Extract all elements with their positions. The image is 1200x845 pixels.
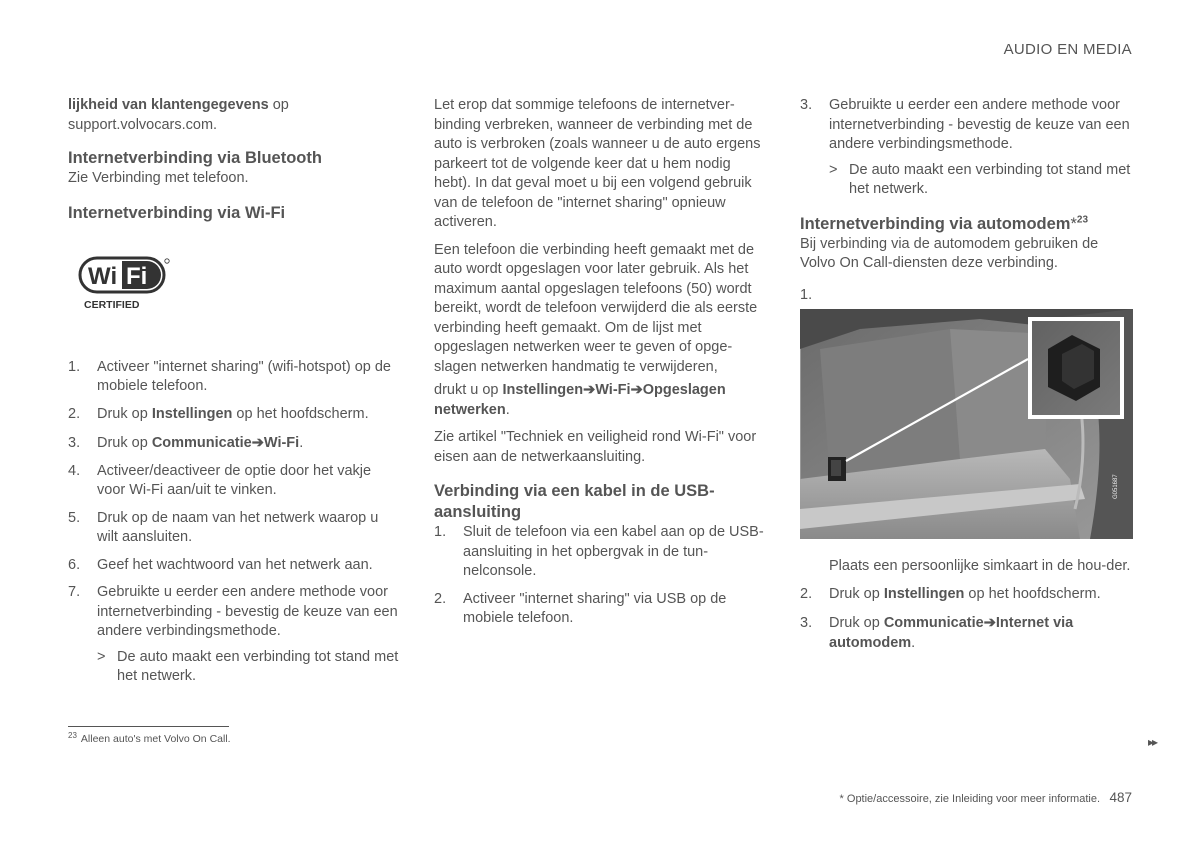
- arrow-right-icon: ➔: [583, 382, 596, 398]
- menu-wifi: Wi-Fi: [595, 382, 631, 398]
- step-text: Gebruikte u eerder een andere methode voor internetverbinding - bevestig de keuze van een andere verbindingsmethode.: [829, 97, 1130, 152]
- step-text: Druk op: [829, 585, 884, 602]
- result-marker: >: [97, 648, 106, 665]
- arrow-right-icon: ➔: [983, 615, 996, 631]
- result-marker: >: [829, 161, 838, 178]
- step-text: Activeer "internet sharing" (wifi-hotspot) op de mobiele telefoon.: [97, 358, 391, 394]
- support-url: support.volvocars.com.: [68, 116, 218, 133]
- wifi-logo-graphic: [78, 256, 178, 316]
- step-number: 7.: [68, 584, 81, 600]
- automodem-step-1-number: 1.: [800, 286, 813, 303]
- step-text: Activeer/deactiveer de optie door het vakje voor Wi-Fi aan/uit te vinken.: [97, 462, 372, 498]
- result-text: De auto maakt een verbinding tot stand met het netwerk.: [849, 161, 1131, 197]
- footnote-number: 23: [68, 730, 77, 740]
- step-number: 6.: [68, 556, 81, 573]
- step-number: 3.: [800, 97, 813, 113]
- sim-holder-illustration: [800, 309, 1133, 539]
- wifi-certified-logo: [78, 256, 178, 316]
- menu-communicatie: Communicatie: [883, 615, 984, 631]
- step-number: 2.: [800, 585, 813, 602]
- result-text: De auto maakt een verbinding tot stand met het netwerk.: [117, 648, 399, 684]
- wifi-step-5: [68, 509, 403, 548]
- column-middle: [434, 96, 769, 637]
- column-right: [800, 96, 1135, 661]
- usb-step-2: [434, 590, 769, 629]
- step-number: 2.: [434, 590, 447, 607]
- bluetooth-text: Zie Verbinding met telefoon.: [68, 170, 249, 186]
- step-number: 3.: [800, 615, 813, 631]
- automodem-step-3: [800, 614, 1135, 653]
- footnote-ref: 23: [1076, 214, 1089, 225]
- menu-instellingen: Instellingen: [151, 405, 233, 422]
- menu-communicatie: Communicatie: [151, 435, 252, 451]
- wifi-step-1: [68, 358, 403, 397]
- heading-text: Internetverbinding via automodem: [800, 214, 1071, 233]
- path-text: .: [505, 401, 510, 418]
- arrow-right-icon: ➔: [251, 435, 264, 451]
- step-text: Geef het wachtwoord van het netwerk aan.: [97, 556, 373, 573]
- wifi-steps: [68, 358, 403, 687]
- step-text: .: [911, 634, 916, 651]
- wifi-step-6: [68, 556, 403, 576]
- footnote: [68, 732, 231, 746]
- privacy-link-text: lijkheid van klantengegevens: [68, 97, 269, 113]
- wifi-logo-wi: Wi: [88, 262, 118, 290]
- step-text: op het hoofdscherm.: [964, 585, 1101, 602]
- arrow-right-icon: ➔: [630, 382, 643, 398]
- usb-heading: Verbinding via een kabel in de USB-aansluiting: [434, 482, 715, 521]
- wifi-step-7: [68, 583, 403, 642]
- step-number: 5.: [68, 509, 81, 526]
- usb-steps: [434, 523, 769, 629]
- bluetooth-heading: Internetverbinding via Bluetooth: [68, 149, 322, 167]
- step-number: 1.: [68, 358, 81, 375]
- step-text: Gebruikte u eerder een andere methode voor internetverbinding - bevestig de keuze van een andere verbindingsmethode.: [97, 584, 398, 639]
- image-code: G051687: [1113, 474, 1119, 499]
- step-number: 1.: [434, 524, 447, 540]
- step-text: op het hoofdscherm.: [232, 405, 369, 422]
- step-number: 2.: [68, 405, 81, 422]
- wifi-article-reference: Zie artikel "Techniek en veiligheid rond Wi-Fi" voor eisen aan de netwerkaansluiting.: [434, 429, 757, 465]
- wifi-heading: Internetverbinding via Wi-Fi: [68, 203, 286, 222]
- step-text: Druk op: [97, 405, 152, 422]
- menu-instellingen: Instellingen: [502, 382, 584, 398]
- step-text: Activeer "internet sharing" via USB op de mobiele telefoon.: [463, 590, 727, 626]
- automodem-text: Bij verbinding via de automodem gebruiken de Volvo On Call-diensten deze verbinding.: [800, 235, 1099, 271]
- menu-instellingen: Instellingen: [883, 585, 965, 602]
- wifi-step-4: [68, 462, 403, 501]
- stored-phones-paragraph: Een telefoon die verbinding heeft gemaakt met de auto wordt opgeslagen voor later gebruik. Als het maximum aantal opgeslagen telefoons (50) wordt bereikt, wordt de telefoon verwijderd die als eerste verbinding heeft gemaakt. Om de lijst met opgeslagen netwerken weer te geven of opge-slagen netwerken handmatig te verwijderen,: [434, 241, 758, 375]
- step-text: Druk op: [829, 615, 884, 631]
- usb-step-1: [434, 523, 769, 582]
- menu-internet-via-automodem: Internet via automodem: [829, 615, 1074, 651]
- wifi-step-3: [68, 434, 403, 454]
- wifi-logo-certified: CERTIFIED: [84, 298, 140, 311]
- section-header: AUDIO EN MEDIA: [1003, 41, 1132, 58]
- wifi-logo-fi: Fi: [126, 262, 148, 290]
- step-text: Sluit de telefoon via een kabel aan op de USB-aansluiting in het opbergvak in de tun-nelconsole.: [463, 524, 764, 579]
- continue-marker-icon: ▸▸: [1148, 735, 1157, 749]
- step-text: .: [299, 435, 304, 451]
- automodem-heading: [800, 214, 1135, 235]
- footnote-divider: [68, 726, 229, 727]
- footnote-text: Alleen auto's met Volvo On Call.: [80, 733, 231, 745]
- stored-networks-path: [434, 381, 769, 420]
- disconnect-paragraph: Let erop dat sommige telefoons de internetver-binding verbreken, wanneer de verbinding met de auto is verbroken (zoals wanneer u de auto ergens parkeert tot de volgende keer dat u hem nodig hebt). In dat geval moet u bij een volgend gebruik van de telefoon de "internet sharing" opnieuw activeren.: [434, 97, 761, 230]
- menu-opgeslagen-netwerken: Opgeslagen netwerken: [434, 382, 726, 418]
- menu-wifi: Wi-Fi: [263, 435, 300, 451]
- step-number: 3.: [68, 435, 81, 451]
- wifi-step-7-result: [97, 648, 403, 687]
- path-text: drukt u op: [434, 382, 503, 398]
- cargo-area-image: [800, 309, 1133, 539]
- footer-note: * Optie/accessoire, zie Inleiding voor meer informatie.: [839, 793, 1100, 805]
- step-number: 4.: [68, 462, 81, 479]
- option-star: *: [1070, 214, 1077, 233]
- page-number: 487: [1109, 790, 1132, 805]
- step-text: Druk op: [97, 435, 152, 451]
- privacy-rest: op: [268, 97, 289, 113]
- wifi-step-2: [68, 405, 403, 425]
- automodem-step-2: [800, 585, 1135, 605]
- wifi-step-3-continued: [800, 96, 1135, 155]
- column-left: [68, 96, 403, 695]
- step-text: Druk op de naam van het netwerk waarop u wilt aansluiten.: [97, 509, 379, 545]
- automodem-step-1-text: Plaats een persoonlijke simkaart in de hou-der.: [829, 558, 1131, 574]
- wifi-step-3-result: [829, 161, 1135, 200]
- privacy-paragraph: [68, 96, 403, 135]
